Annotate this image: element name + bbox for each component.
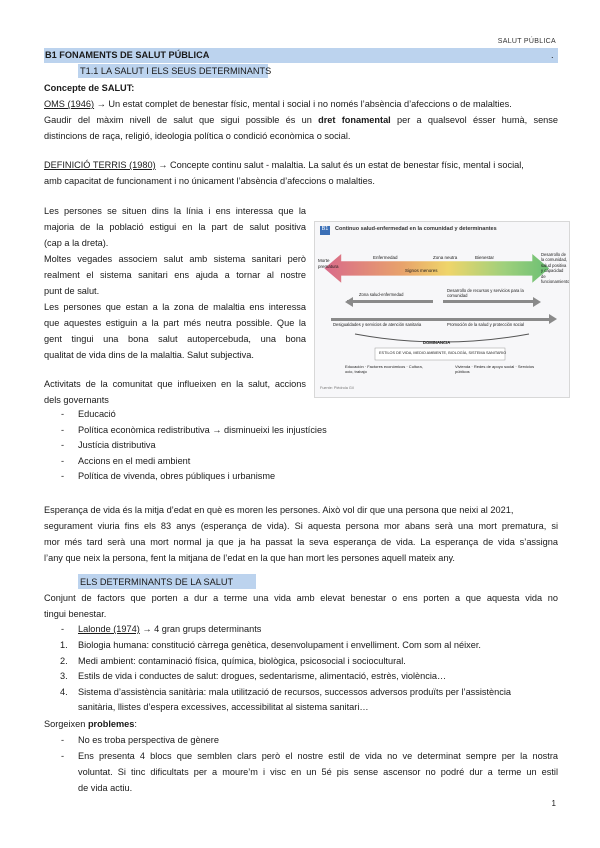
figure-caption: ESTILOS DE VIDA, MEDIO AMBIENTE, BIOLOGÍA, SISTEMA SANITARIO [379,351,507,355]
esperanca-l3: mor més tard serà una mort normal ja que ja ha passat la seva esperança de vida. La esperança de vida s’assigna [44,537,558,547]
persones-l5: realment el sistema sanitari ens ajuda a tornar al nostre [44,270,306,280]
oms-label: OMS (1946) [44,99,95,109]
activitats-intro2: dels governants [44,395,109,405]
problemes-b2l2: voluntat. Si tinc dificultats per a moure’m i visc en un 5é pis sense ascensor no podré dur a terme un estil [78,767,558,777]
persones-l10: qualitat de vida dins de la malaltia. Salut subjectiva. [44,350,254,360]
figure-title: Continuo salud-enfermedad en la comunidad y determinantes [335,226,497,232]
list-item: - Justícia distributiva [61,440,156,450]
figure-factors-left: Educación · Factores económicos · Cultura, ocio, trabajo [345,364,423,375]
grups-list [0,638,600,716]
figure-source: Fuente: Piédrola Gil [320,386,354,390]
problemes-b2l3: de vida actiu. [78,783,133,793]
list-item: - Educació [61,409,116,419]
block-heading: B1 FONAMENTS DE SALUT PÚBLICA [45,50,210,60]
terris-line1: DEFINICIÓ TERRIS (1980) → Concepte continu salut - malaltia. La salut és un estat de benestar físic, mental i social, [44,160,524,170]
persones-l9: gent tingui una bona salut autopercebuda, una bona [44,334,306,344]
persones-l7: Les persones que estan a la zona de malaltia ens interessa [44,302,306,312]
problemes-bullet-1: - [61,735,65,745]
persones-l3: (cap a la dreta). [44,238,109,248]
problemes-b2l1: Ens presenta 4 blocs que semblen clars però el nostre estil de vida no ve determinat sempre per la nostra [78,751,558,761]
list-item: 2. Medi ambient: contaminació física, química, biològica, psicosocial i sociocultural. [60,655,406,666]
persones-l2: majoria de la població estigui en la part de salut positiva [44,222,306,232]
conjunt-l2: tingui benestar. [44,609,107,619]
figure-factors-right: Vivienda · Redes de apoyo social · Servicios públicos [455,364,535,375]
figure-zone-neutral: Zona neutra [433,255,458,260]
esperanca-l2: segurament viuria fins els 83 anys (esperança de vida). Si aquesta persona mor abans serà una mort prematura, si [44,521,558,531]
list-item: 4. Sistema d’assistència sanitària: mala utilització de recursos, successos adversos produïts per l’assistència [60,686,512,697]
problemes-b1: No es troba perspectiva de gènere [78,735,219,745]
running-header: SALUT PÚBLICA [497,38,556,45]
persones-l4: Moltes vegades associem salut amb sistema sanitari però [44,254,306,264]
figure-bienestar: Bienestar [475,255,495,260]
page-number: 1 [551,799,556,808]
figure-left-label: Morte prematura [318,258,339,269]
lalonde-bullet: - [61,624,65,634]
conjunt-l1: Conjunt de factors que porten a dur a terme una vida amb elevat benestar o ens porten a que aquesta vida no [44,593,558,603]
dret-fonamental: dret fonamental [318,115,391,125]
figure-right-label: Desarrollo de la comunidad, salud positiva y capacidad de funcionamiento [541,252,570,285]
persones-l1: Les persones se situen dins la línia i ens interessa que la [44,206,306,216]
list-item: 1. Biologia humana: constitució càrrega genètica, desenvolupament i envelliment. Com som al néixer. [60,640,481,650]
figure-dominancia: DOMINANCIA [423,340,451,345]
figure-box-right: Promoción de la salud y protección social [447,322,525,327]
lalonde-label: Lalonde (1974) [78,624,140,634]
esperanca-l4: l’any que neix la persona, fent la mitjana de l’edat en la que han mort les persones aquell mateix any. [44,553,455,563]
figure-arrow-right: Desarrollo de recursos y servicios para la comunidad [447,288,524,299]
persones-l8: que aquestes estiguin a la part més neutra possible. Que la [44,318,306,328]
heading-dot: . [551,50,554,60]
health-continuum-figure [314,221,570,398]
figure-signos: Signos menores [405,268,438,273]
list-item: 3. Estils de vida i conductes de salut: drogues, sedentarisme, alimentació, estrès, violència… [60,671,447,681]
figure-arrow-left: Zona salud-enfermedad [359,292,404,297]
determinants-heading: ELS DETERMINANTS DE LA SALUT [80,577,234,587]
problemes-label: Sorgeixen problemes: [44,719,137,729]
terris-line2: amb capacitat de funcionament i no únicament l’absència d’afeccions o malalties. [44,176,375,186]
terris-label: DEFINICIÓ TERRIS (1980) [44,160,156,170]
problemes-bullet-2: - [61,751,65,761]
figure-box-left: Desigualdades y servicios de atención sanitaria [333,322,422,327]
activitats-intro1: Activitats de la comunitat que influeixen en la salut, accions [44,379,306,389]
topic-heading: T1.1 LA SALUT I ELS SEUS DETERMINANTS [80,66,272,76]
oms-line3: distincions de raça, religió, ideologia política o condició econòmica o social. [44,131,351,141]
oms-line2: Gaudir del màxim nivell de salut que sigui possible és un dret fonamental per a qualsevol ésser humà, sense [44,115,558,125]
activitats-list [0,407,600,485]
lalonde-line: Lalonde (1974) → 4 gran grups determinants [78,624,262,634]
figure-badge: B1 [321,226,329,232]
oms-line1: OMS (1946) → Un estat complet de benestar físic, mental i social i no només l’absència d’afeccions o de malalties. [44,99,512,109]
list-item: - Política de vivenda, obres públiques i urbanisme [61,471,276,481]
concept-heading: Concepte de SALUT: [44,83,135,93]
figure-enfermedad: Enfermedad [373,255,398,260]
esperanca-l1: Esperança de vida és la mitja d’edat en què es moren les persones. Això vol dir que una persona que neixi al 2021, [44,505,514,515]
persones-l6: punt de salut. [44,286,100,296]
list-item: - Política econòmica redistributiva → disminueixi les injustícies [61,424,327,435]
list-item-cont: sanitària, llistes d’espera excessives, accessibilitat al sistema sanitari… [78,702,369,712]
list-item: - Accions en el medi ambient [61,455,191,466]
